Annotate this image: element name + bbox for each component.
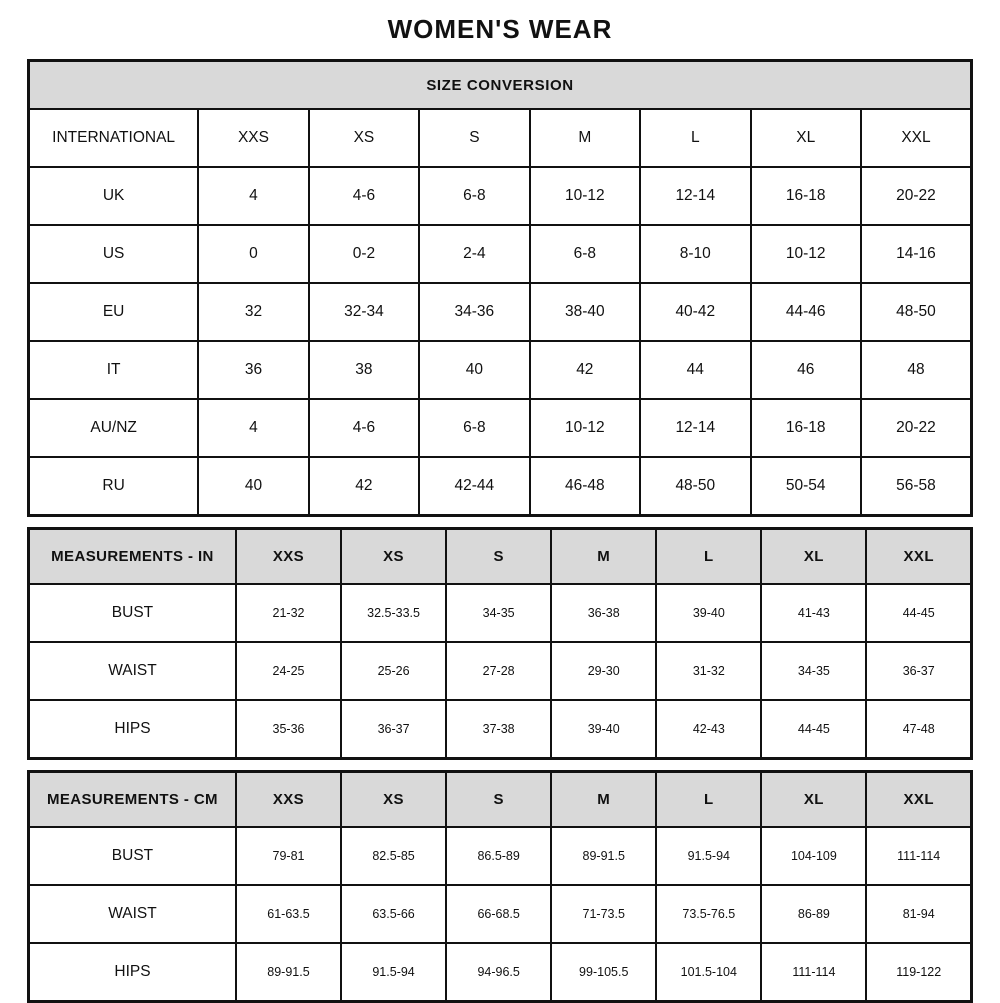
value-cell: 4-6 [309, 399, 419, 457]
size-header: XS [341, 772, 446, 828]
size-header: L [656, 772, 761, 828]
size-header: XXS [236, 772, 341, 828]
value-cell: 36-37 [341, 700, 446, 759]
row-label: AU/NZ [29, 399, 199, 457]
value-cell: 25-26 [341, 642, 446, 700]
value-cell: 42-44 [419, 457, 529, 516]
column-header: INTERNATIONAL [29, 109, 199, 167]
measurements-cm-table [27, 770, 973, 1003]
value-cell: 99-105.5 [551, 943, 656, 1002]
row-label: WAIST [29, 885, 236, 943]
value-cell: 44-46 [751, 283, 861, 341]
value-cell: 10-12 [530, 399, 640, 457]
value-cell: 39-40 [551, 700, 656, 759]
size-header: XXL [866, 772, 971, 828]
value-cell: 42 [309, 457, 419, 516]
table-row [29, 457, 972, 516]
table-row [29, 225, 972, 283]
value-cell: 0-2 [309, 225, 419, 283]
value-cell: 82.5-85 [341, 827, 446, 885]
value-cell: 0 [198, 225, 308, 283]
row-label: IT [29, 341, 199, 399]
table-row [29, 584, 972, 642]
value-cell: 24-25 [236, 642, 341, 700]
row-label: UK [29, 167, 199, 225]
value-cell: 32-34 [309, 283, 419, 341]
value-cell: 36 [198, 341, 308, 399]
value-cell: 94-96.5 [446, 943, 551, 1002]
table-row [29, 399, 972, 457]
size-header: S [446, 772, 551, 828]
value-cell: 8-10 [640, 225, 750, 283]
value-cell: 111-114 [866, 827, 971, 885]
row-label: HIPS [29, 700, 236, 759]
value-cell: 27-28 [446, 642, 551, 700]
row-label: BUST [29, 584, 236, 642]
value-cell: 35-36 [236, 700, 341, 759]
value-cell: 36-37 [866, 642, 971, 700]
table-row [29, 341, 972, 399]
value-cell: 42 [530, 341, 640, 399]
value-cell: 44-45 [866, 584, 971, 642]
row-label: WAIST [29, 642, 236, 700]
value-cell: 40-42 [640, 283, 750, 341]
table-row [29, 167, 972, 225]
value-cell: 48-50 [640, 457, 750, 516]
column-header: S [419, 109, 529, 167]
value-cell: 12-14 [640, 399, 750, 457]
value-cell: 91.5-94 [341, 943, 446, 1002]
size-header: L [656, 529, 761, 585]
value-cell: 47-48 [866, 700, 971, 759]
value-cell: 89-91.5 [551, 827, 656, 885]
size-header: XL [761, 529, 866, 585]
value-cell: 40 [419, 341, 529, 399]
value-cell: 16-18 [751, 167, 861, 225]
value-cell: 46-48 [530, 457, 640, 516]
value-cell: 16-18 [751, 399, 861, 457]
table-row [29, 642, 972, 700]
column-header: L [640, 109, 750, 167]
measurements-in-table [27, 527, 973, 760]
value-cell: 20-22 [861, 399, 972, 457]
value-cell: 79-81 [236, 827, 341, 885]
value-cell: 63.5-66 [341, 885, 446, 943]
size-header: XS [341, 529, 446, 585]
row-label: HIPS [29, 943, 236, 1002]
table-header-row [29, 772, 972, 828]
value-cell: 50-54 [751, 457, 861, 516]
table-row [29, 885, 972, 943]
value-cell: 21-32 [236, 584, 341, 642]
value-cell: 4 [198, 167, 308, 225]
value-cell: 48 [861, 341, 972, 399]
value-cell: 48-50 [861, 283, 972, 341]
size-conversion-header: SIZE CONVERSION [29, 61, 972, 110]
column-header: XXS [198, 109, 308, 167]
value-cell: 34-35 [761, 642, 866, 700]
page-title: WOMEN'S WEAR [387, 14, 613, 44]
value-cell: 44 [640, 341, 750, 399]
value-cell: 104-109 [761, 827, 866, 885]
table-row [29, 700, 972, 759]
value-cell: 12-14 [640, 167, 750, 225]
value-cell: 4 [198, 399, 308, 457]
value-cell: 2-4 [419, 225, 529, 283]
value-cell: 81-94 [866, 885, 971, 943]
size-header: S [446, 529, 551, 585]
value-cell: 89-91.5 [236, 943, 341, 1002]
value-cell: 73.5-76.5 [656, 885, 761, 943]
value-cell: 119-122 [866, 943, 971, 1002]
row-label: US [29, 225, 199, 283]
size-conversion-table [27, 59, 973, 517]
value-cell: 34-35 [446, 584, 551, 642]
value-cell: 31-32 [656, 642, 761, 700]
value-cell: 38-40 [530, 283, 640, 341]
value-cell: 61-63.5 [236, 885, 341, 943]
table-row [29, 283, 972, 341]
value-cell: 34-36 [419, 283, 529, 341]
table-row [29, 943, 972, 1002]
value-cell: 46 [751, 341, 861, 399]
row-label: BUST [29, 827, 236, 885]
column-header: XL [751, 109, 861, 167]
value-cell: 10-12 [530, 167, 640, 225]
column-header: XXL [861, 109, 972, 167]
table-row [29, 827, 972, 885]
value-cell: 10-12 [751, 225, 861, 283]
value-cell: 32 [198, 283, 308, 341]
value-cell: 6-8 [530, 225, 640, 283]
measurements-cm-header: MEASUREMENTS - CM [29, 772, 236, 828]
value-cell: 111-114 [761, 943, 866, 1002]
column-header: XS [309, 109, 419, 167]
size-header: M [551, 772, 656, 828]
value-cell: 91.5-94 [656, 827, 761, 885]
value-cell: 20-22 [861, 167, 972, 225]
column-header-row [29, 109, 972, 167]
column-header: M [530, 109, 640, 167]
value-cell: 71-73.5 [551, 885, 656, 943]
value-cell: 86-89 [761, 885, 866, 943]
value-cell: 42-43 [656, 700, 761, 759]
value-cell: 4-6 [309, 167, 419, 225]
value-cell: 32.5-33.5 [341, 584, 446, 642]
size-header: XXL [866, 529, 971, 585]
value-cell: 66-68.5 [446, 885, 551, 943]
value-cell: 37-38 [446, 700, 551, 759]
table-header-row [29, 61, 972, 110]
value-cell: 6-8 [419, 167, 529, 225]
value-cell: 6-8 [419, 399, 529, 457]
value-cell: 56-58 [861, 457, 972, 516]
size-header: XXS [236, 529, 341, 585]
row-label: RU [29, 457, 199, 516]
measurements-in-header: MEASUREMENTS - IN [29, 529, 236, 585]
value-cell: 44-45 [761, 700, 866, 759]
value-cell: 36-38 [551, 584, 656, 642]
size-header: XL [761, 772, 866, 828]
table-header-row [29, 529, 972, 585]
value-cell: 40 [198, 457, 308, 516]
value-cell: 39-40 [656, 584, 761, 642]
value-cell: 101.5-104 [656, 943, 761, 1002]
row-label: EU [29, 283, 199, 341]
value-cell: 41-43 [761, 584, 866, 642]
value-cell: 38 [309, 341, 419, 399]
value-cell: 86.5-89 [446, 827, 551, 885]
value-cell: 29-30 [551, 642, 656, 700]
value-cell: 14-16 [861, 225, 972, 283]
size-header: M [551, 529, 656, 585]
